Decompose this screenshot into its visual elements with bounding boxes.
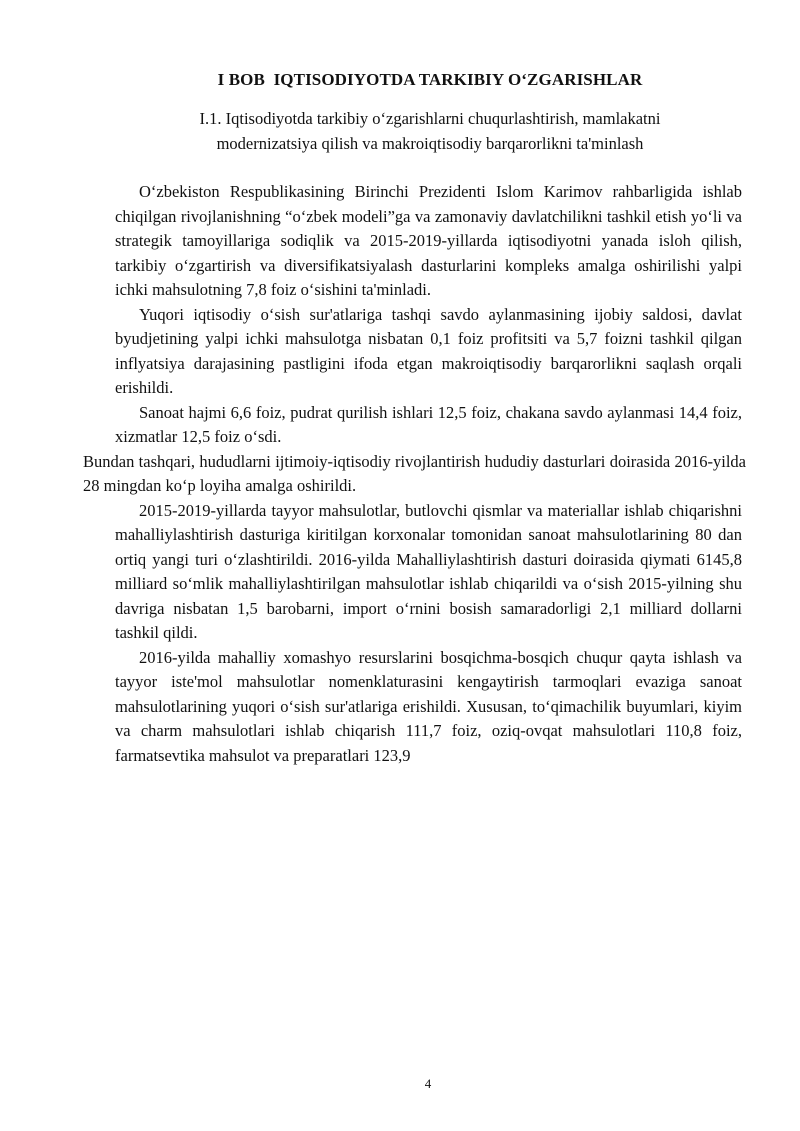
paragraph: Yuqori iqtisodiy o‘sish sur'atlariga tashqi savdo aylanmasining ijobiy saldosi, davlat byudjetining yalpi ichki mahsulotga nisbatan 0,1 foiz profitsiti va 5,7 foizni tashkil qilgan inflyatsiya darajasining pastligini ifoda etgan makroiqtisodiy barqarorlikni saqlash orqali erishildi. — [115, 304, 742, 397]
paragraph: Sanoat hajmi 6,6 foiz, pudrat qurilish ishlari 12,5 foiz, chakana savdo aylanmasi 14,4 foiz, xizmatlar 12,5 foiz o‘sdi. — [115, 402, 742, 446]
section-title-line-1: I.1. Iqtisodiyotda tarkibiy o‘zgarishlarni chuqurlashtirish, mamlakatni — [199, 109, 661, 128]
chapter-title: I BOB IQTISODIYOTDA TARKIBIY O‘ZGARISHLAR — [217, 70, 643, 89]
paragraph: Bundan tashqari, hududlarni ijtimoiy-iqtisodiy rivojlantirish hududiy dasturlari doirasida 2016-yilda 28 mingdan ko‘p loyiha amalga oshirildi. — [83, 451, 746, 495]
paragraph: O‘zbekiston Respublikasining Birinchi Prezidenti Islom Karimov rahbarligida ishlab chiqilgan rivojlanishning “o‘zbek modeli”ga va zamonaviy davlatchilikni tashkil etish yo‘li va strategik tamoyillariga sodiqlik va 2015-2019-yillarda iqtisodiyotni yanada isloh qilish, tarkibiy o‘zgartirish va diversifikatsiyalash dasturlarini kompleks amalga oshirilishi yalpi ichki mahsulotning 7,8 foiz o‘sishini ta'minladi. — [115, 182, 742, 299]
paragraph: 2015-2019-yillarda tayyor mahsulotlar, butlovchi qismlar va materiallar ishlab chiqarishni mahalliylashtirish dasturiga kiritilgan korxonalar tomonidan sanoat mahsulotlarining 80 dan ortiq yangi turi o‘zlashtirildi. 2016-yilda Mahalliylashtirish dasturi doirasida qiymati 6145,8 milliard so‘mlik mahalliylashtirilgan mahsulotlar ishlab chiqarildi va o‘sish 2015-yilning shu davriga nisbatan 1,5 barobarni, import o‘rnini bosish samaradorligi 2,1 milliard dollarni tashkil qildi. — [115, 500, 742, 642]
body-text — [83, 180, 746, 768]
section-title — [100, 106, 760, 156]
page-number: 4 — [424, 1076, 432, 1091]
paragraph: 2016-yilda mahalliy xomashyo resurslarini bosqichma-bosqich chuqur qayta ishlash va tayyor iste'mol mahsulotlar nomenklaturasini kengaytirish tarmoqlari evaziga sanoat mahsulotlarining yuqori o‘sish sur'atlariga erishildi. Xususan, to‘qimachilik buyumlari, kiyim va charm mahsulotlari ishlab chiqarish 111,7 foiz, oziq-ovqat mahsulotlari 110,8 foiz, farmatsevtika mahsulot va preparatlari 123,9 — [115, 647, 742, 765]
section-title-line-2: modernizatsiya qilish va makroiqtisodiy barqarorlikni ta'minlash — [216, 134, 644, 153]
